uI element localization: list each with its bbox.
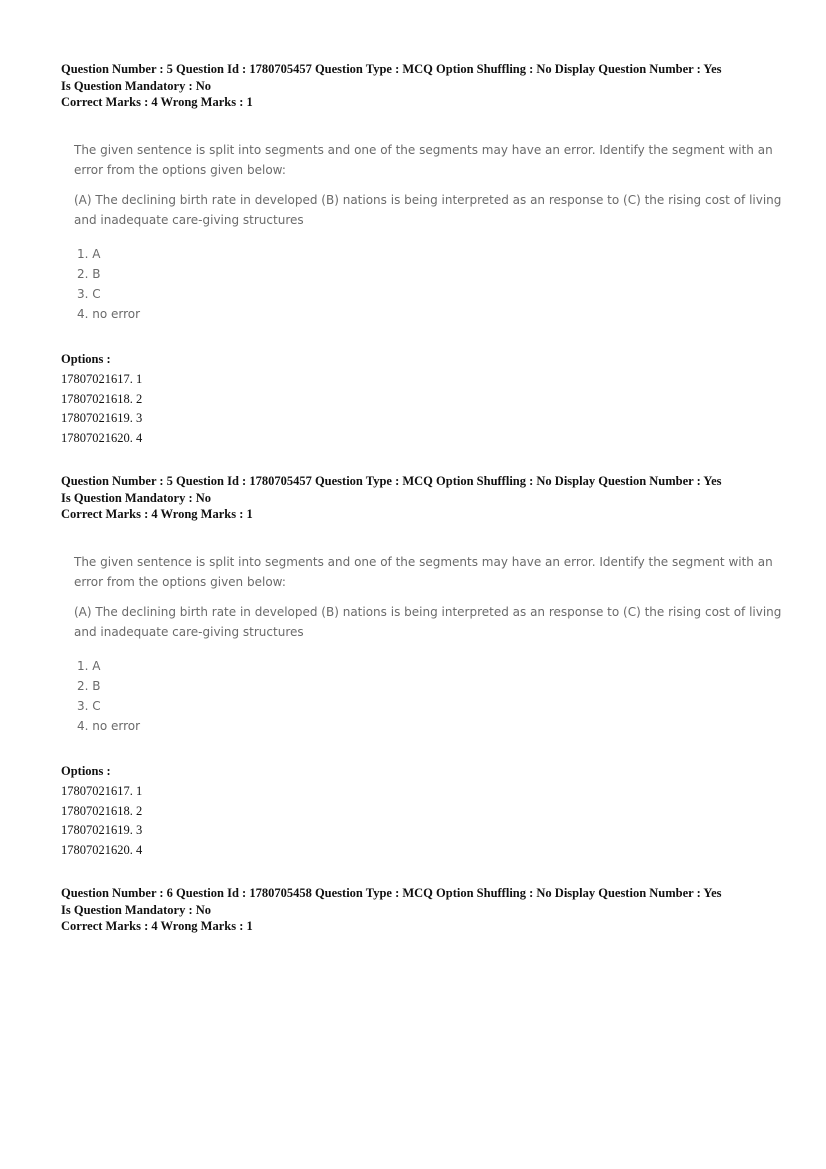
mandatory-line: Is Question Mandatory : No <box>61 490 212 505</box>
answer-choice: 4. no error <box>77 719 141 733</box>
question-header <box>61 473 781 523</box>
option-row: 17807021619. 3 <box>61 823 143 837</box>
marks-line: Correct Marks : 4 Wrong Marks : 1 <box>61 95 253 109</box>
question-stem: error from the options given below: <box>74 575 286 589</box>
marks-line: Correct Marks : 4 Wrong Marks : 1 <box>61 507 253 521</box>
marks-line: Correct Marks : 4 Wrong Marks : 1 <box>61 919 253 933</box>
question-stem: The given sentence is split into segments and one of the segments may have an error. Identify the segment with an <box>74 143 773 157</box>
answer-choice: 2. B <box>77 267 101 281</box>
question-meta-line: Question Number : 5 Question Id : 1780705457 Question Type : MCQ Option Shuffling : No Display Question Number : Yes <box>61 62 722 76</box>
answer-choice: 2. B <box>77 679 101 693</box>
mandatory-line: Is Question Mandatory : No <box>61 902 212 917</box>
options-list <box>61 351 781 448</box>
option-row: 17807021619. 3 <box>61 411 143 425</box>
options-heading: Options : <box>61 352 111 366</box>
answer-choice: 3. C <box>77 287 101 301</box>
answer-choice: 1. A <box>77 247 101 261</box>
answer-choice: 1. A <box>77 659 101 673</box>
options-list <box>61 763 781 860</box>
option-row: 17807021617. 1 <box>61 372 143 386</box>
question-sentence: (A) The declining birth rate in developed (B) nations is being interpreted as an response to (C) the rising cost of living <box>74 193 782 207</box>
mandatory-line: Is Question Mandatory : No <box>61 78 212 93</box>
option-row: 17807021617. 1 <box>61 784 143 798</box>
option-row: 17807021620. 4 <box>61 842 143 857</box>
question-header <box>61 61 781 111</box>
question-stem: error from the options given below: <box>74 163 286 177</box>
question-header <box>61 885 781 935</box>
question-sentence: and inadequate care-giving structures <box>74 625 304 639</box>
option-row: 17807021620. 4 <box>61 430 143 445</box>
question-sentence: (A) The declining birth rate in developed (B) nations is being interpreted as an response to (C) the rising cost of living <box>74 605 782 619</box>
question-meta-line: Question Number : 6 Question Id : 1780705458 Question Type : MCQ Option Shuffling : No Display Question Number : Yes <box>61 886 722 900</box>
answer-choice: 3. C <box>77 699 101 713</box>
option-row: 17807021618. 2 <box>61 391 143 406</box>
question-meta-line: Question Number : 5 Question Id : 1780705457 Question Type : MCQ Option Shuffling : No Display Question Number : Yes <box>61 474 722 488</box>
question-image <box>74 552 782 736</box>
question-image <box>74 140 782 324</box>
options-heading: Options : <box>61 764 111 778</box>
question-sentence: and inadequate care-giving structures <box>74 213 304 227</box>
answer-choice: 4. no error <box>77 307 141 321</box>
option-row: 17807021618. 2 <box>61 803 143 818</box>
question-stem: The given sentence is split into segments and one of the segments may have an error. Identify the segment with an <box>74 555 773 569</box>
